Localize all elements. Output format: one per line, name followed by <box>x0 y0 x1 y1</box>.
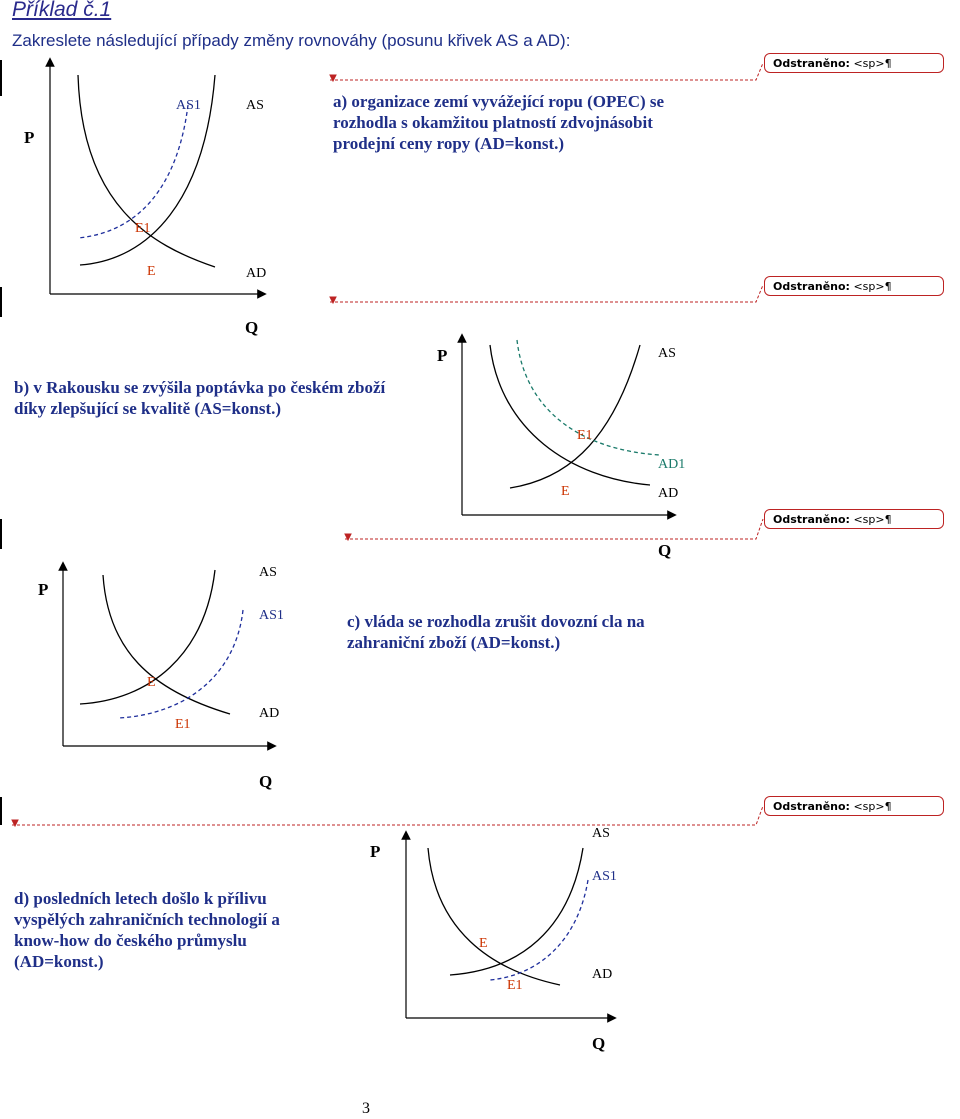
graph-d-label-q: Q <box>592 1034 606 1053</box>
graph-b-label-e: E <box>561 484 570 499</box>
graph-c-label-q: Q <box>259 772 273 791</box>
graph-a-label-as1: AS1 <box>176 98 201 113</box>
revision-balloon[interactable]: Odstraněno: <sp>¶ <box>764 509 944 529</box>
revision-marks <box>0 60 763 826</box>
graph-d-label-e: E <box>479 936 488 951</box>
graph-c-label-as: AS <box>259 565 277 580</box>
graph-a-label-q: Q <box>245 318 259 337</box>
graph-a-label-e: E <box>147 264 156 279</box>
page-title: Příklad č.1 <box>12 0 112 21</box>
intro-text: Zakreslete následující případy změny rovnováhy (posunu křivek AS a AD): <box>12 31 571 50</box>
as-curve-d <box>428 848 560 985</box>
graph-b-label-q: Q <box>658 541 672 560</box>
as1-curve-a <box>78 105 188 238</box>
graph-c <box>63 566 272 746</box>
task-c-text: c) vláda se rozhodla zrušit dovozní cla na zahraniční zboží (AD=konst.) <box>347 612 645 652</box>
revision-balloon[interactable]: Odstraněno: <sp>¶ <box>764 53 944 73</box>
graph-d-label-as: AS <box>592 826 610 841</box>
graph-a-label-ad: AD <box>246 266 267 281</box>
task-d-text: d) posledních letech došlo k přílivu vyspělých zahraničních technologií a know-how do českého průmyslu (AD=konst.) <box>14 889 280 971</box>
graph-a-label-p: P <box>24 128 35 147</box>
graph-c-label-as1: AS1 <box>259 608 284 623</box>
graph-c-label-p: P <box>38 580 49 599</box>
graph-d-label-p: P <box>370 842 381 861</box>
graph-c-label-e1: E1 <box>175 717 191 732</box>
graph-d-label-as1: AS1 <box>592 869 617 884</box>
graph-a-label-e1: E1 <box>135 221 151 236</box>
graph-b-label-ad1: AD1 <box>658 457 686 472</box>
revision-balloon[interactable]: Odstraněno: <sp>¶ <box>764 796 944 816</box>
task-a-text: a) organizace zemí vyvážející ropu (OPEC) se rozhodla s okamžitou platností zdvojnásobit prodejní ceny ropy (AD=konst.) <box>333 92 665 153</box>
ad-curve-d <box>450 848 583 975</box>
graph-d-label-ad: AD <box>592 967 613 982</box>
graph-a-label-as: AS <box>246 98 264 113</box>
graph-b-label-ad: AD <box>658 486 679 501</box>
graph-c-label-ad: AD <box>259 706 280 721</box>
as1-curve-d <box>490 880 588 980</box>
as1-curve-c <box>118 610 243 718</box>
page-number: 3 <box>362 1100 370 1117</box>
graph-b-label-p: P <box>437 346 448 365</box>
as-curve-b <box>510 345 640 488</box>
graph-b-label-as: AS <box>658 346 676 361</box>
graph-b-label-e1: E1 <box>577 428 593 443</box>
graph-a <box>50 62 262 294</box>
task-b-text: b) v Rakousku se zvýšila poptávka po českém zboží díky zlepšující se kvalitě (AS=konst.) <box>14 378 386 418</box>
revision-balloon[interactable]: Odstraněno: <sp>¶ <box>764 276 944 296</box>
graph-c-label-e: E <box>147 675 156 690</box>
graph-d-label-e1: E1 <box>507 978 523 993</box>
